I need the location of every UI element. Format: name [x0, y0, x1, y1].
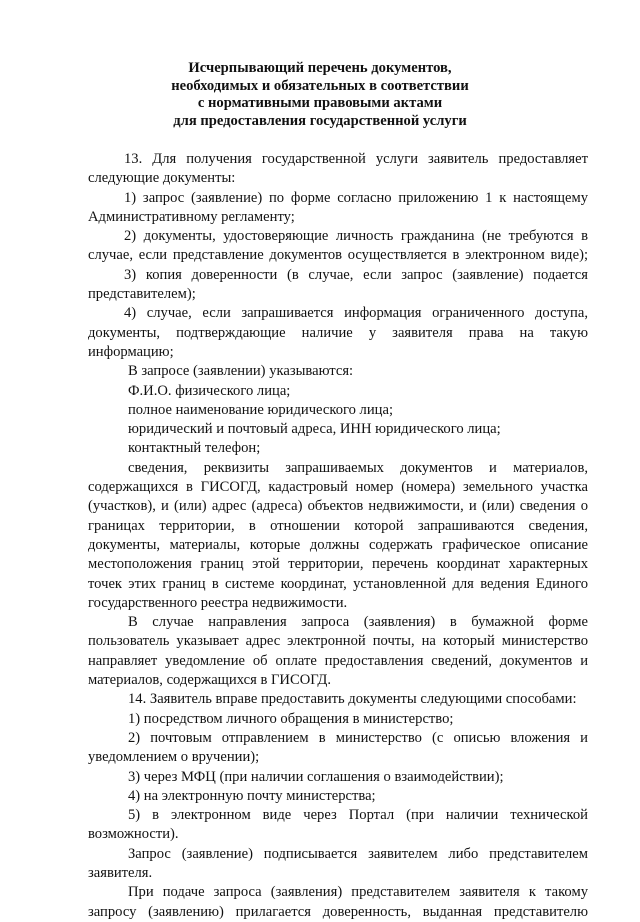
paragraph-line: 14. Заявитель вправе предоставить документы следующими способами: [128, 691, 577, 708]
paragraph-line: 13. Для получения государственной услуги заявитель предоставляет [124, 151, 588, 167]
paragraph-line: 1) запрос (заявление) по форме согласно приложению 1 к настоящему [124, 189, 588, 206]
paragraph-line: документы, материалы, которые должны содержать графическое описание [88, 536, 588, 553]
paragraph-line: Запрос (заявление) подписывается заявителем либо представителем [128, 845, 588, 862]
title-line: необходимых и обязательных в соответствии [171, 77, 469, 94]
paragraph-line: (участков), и (или) адрес (адреса) объектов недвижимости, и (или) сведения о [88, 498, 588, 515]
paragraph-line: запросу (заявлению) прилагается доверенность, выданная представителю [88, 903, 588, 920]
paragraph-line: государственного реестра недвижимости. [88, 594, 348, 611]
document-title [60, 60, 580, 130]
paragraph-line: юридический и почтовый адреса, ИНН юридического лица; [128, 421, 501, 438]
paragraph-line: Ф.И.О. физического лица; [128, 382, 291, 399]
paragraph-line: полное наименование юридического лица; [128, 401, 393, 418]
paragraph-line: пользователь указывает адрес электронной почты, на который министерство [88, 633, 588, 650]
paragraph-line: 3) копия доверенности (в случае, если запрос (заявление) подается [124, 266, 588, 283]
paragraph-line: заявителя. [88, 864, 153, 881]
paragraph-line: В запросе (заявлении) указываются: [128, 363, 354, 380]
paragraph-line: документы, подтверждающие наличие у заявителя права на такую [88, 324, 588, 341]
paragraph-line: 3) через МФЦ (при наличии соглашения о взаимодействии); [128, 768, 504, 785]
document-body [88, 150, 588, 922]
paragraph-line: В случае направления запроса (заявления) в бумажной форме [128, 614, 588, 631]
title-line: для предоставления государственной услуги [173, 112, 467, 129]
paragraph-line: направляет уведомление об оплате предоставления сведений, документов и [88, 652, 588, 669]
paragraph-line: материалов, содержащихся в ГИСОГД. [88, 672, 331, 689]
paragraph-line: сведения, реквизиты запрашиваемых документов и материалов, [128, 459, 588, 476]
paragraph-line: 2) документы, удостоверяющие личность гражданина (не требуются в [124, 228, 588, 245]
paragraph-line: 5) в электронном виде через Портал (при наличии технической [128, 807, 588, 824]
paragraph-line: местоположения границ этой территории, перечень координат характерных [88, 556, 588, 573]
paragraph-line: Административному регламенту; [88, 208, 295, 225]
title-line: с нормативными правовыми актами [197, 95, 443, 112]
paragraph-line: точек этих границ в системе координат, установленной для ведения Единого [88, 575, 588, 592]
paragraph-line: уведомлением о вручении); [88, 749, 260, 766]
paragraph-line: 2) почтовым отправлением в министерство (с описью вложения и [128, 729, 588, 746]
paragraph-line: границах территории, в отношении которой запрашиваются сведения, [88, 517, 588, 534]
paragraph-line: При подаче запроса (заявления) представителем заявителя к такому [128, 884, 588, 901]
paragraph-line: 4) на электронную почту министерства; [128, 787, 376, 804]
title-line: Исчерпывающий перечень документов, [188, 60, 452, 76]
paragraph-line: содержащихся в ГИСОГД, кадастровый номер (номера) земельного участка [88, 479, 588, 496]
paragraph-line: контактный телефон; [128, 440, 261, 457]
paragraph-line: 1) посредством личного обращения в министерство; [128, 710, 454, 727]
paragraph-line: 4) случае, если запрашивается информация ограниченного доступа, [124, 305, 588, 322]
paragraph-line: информацию; [88, 343, 174, 360]
paragraph-line: представителем); [88, 286, 196, 303]
paragraph-line: следующие документы: [88, 170, 236, 187]
paragraph-line: возможности). [88, 826, 179, 843]
paragraph-line: случае, если представление документов осуществляется в электронном виде); [88, 247, 588, 264]
